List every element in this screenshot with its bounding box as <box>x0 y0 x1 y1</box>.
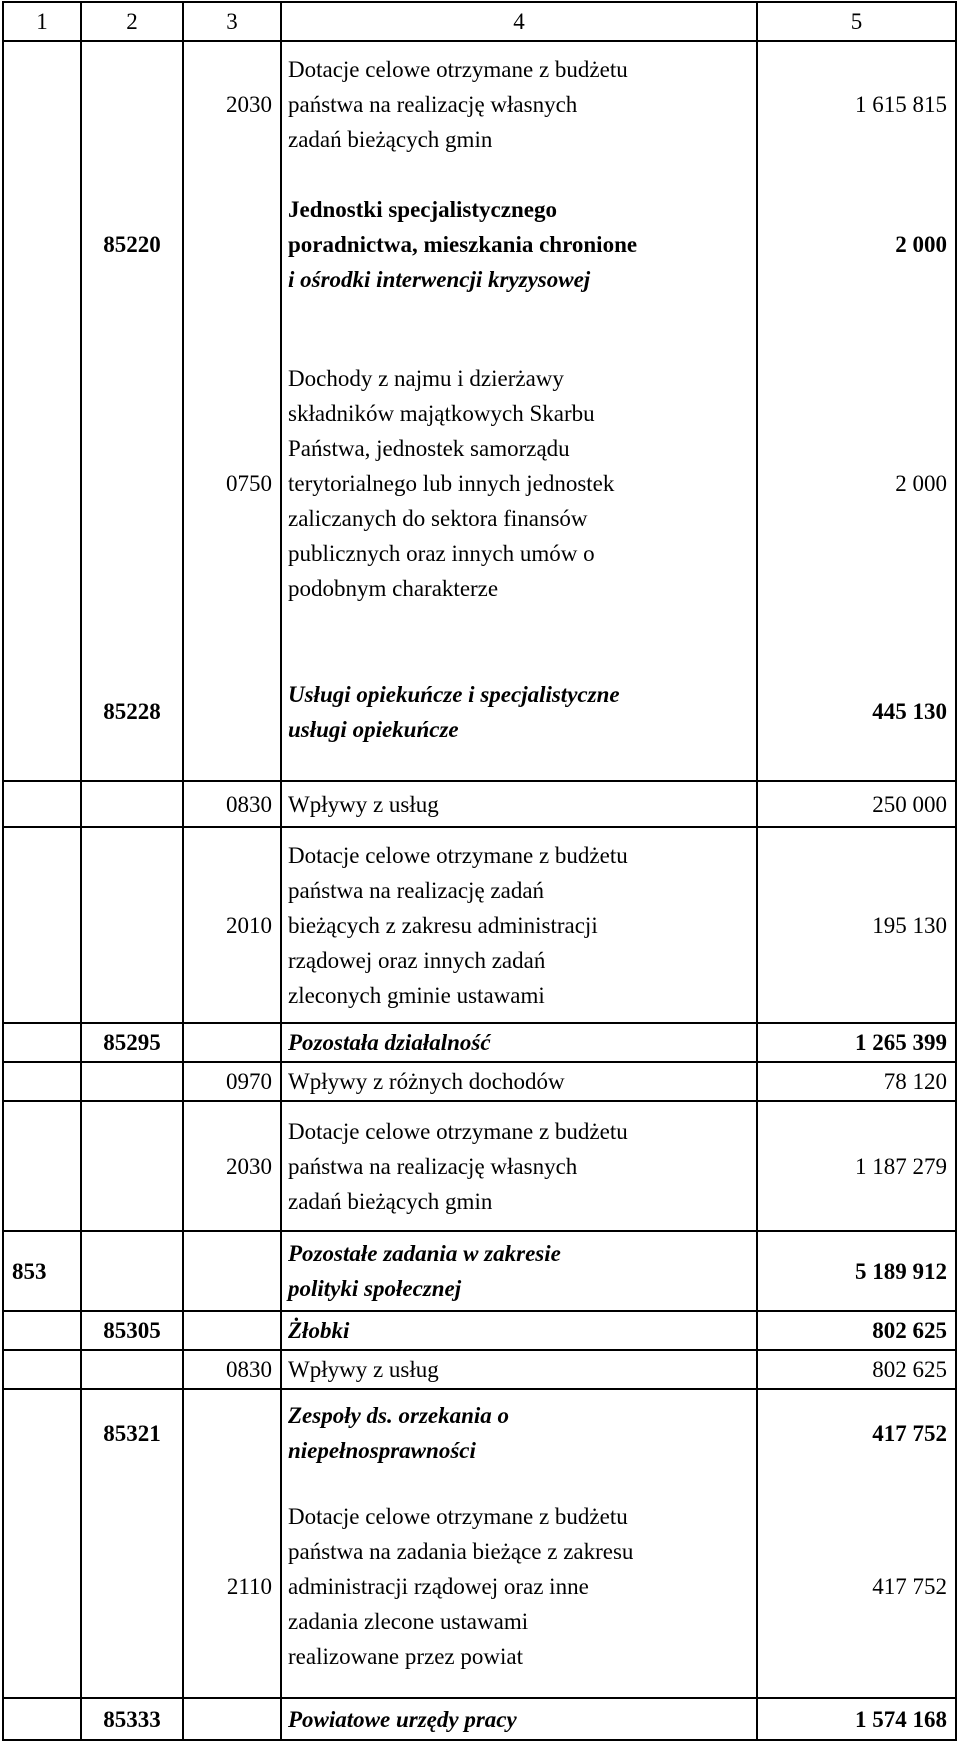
opis-line: realizowane przez powiat <box>288 1644 523 1669</box>
kwota-cell: 1 615 815 <box>757 41 956 166</box>
kwota-cell: 2 000 <box>757 166 956 323</box>
opis-line: terytorialnego lub innych jednostek <box>288 470 615 496</box>
table-row <box>3 1476 956 1698</box>
budget-table <box>2 1 957 1741</box>
table-row <box>3 1231 956 1311</box>
kwota-cell: 1 265 399 <box>757 1023 956 1062</box>
opis-line: zaliczanych do sektora finansów <box>288 505 588 531</box>
opis-line: Jednostki specjalistycznego <box>288 197 557 222</box>
dzial-cell <box>3 1311 81 1350</box>
opis-line: Dochody z najmu i dzierżawy <box>288 365 564 391</box>
kwota-cell: 802 625 <box>757 1350 956 1389</box>
kwota-cell: 5 189 912 <box>757 1231 956 1311</box>
dzial-cell <box>3 781 81 827</box>
table-row <box>3 1101 956 1231</box>
opis-line: Zespoły ds. orzekania o <box>288 1403 510 1428</box>
opis-line: podobnym charakterze <box>288 575 499 601</box>
paragraf-cell <box>183 1698 281 1740</box>
opis-line: zleconych gminie ustawami <box>288 982 545 1008</box>
paragraf-cell <box>183 1311 281 1350</box>
table-row <box>3 1023 956 1062</box>
rozdzial-cell <box>81 323 183 643</box>
kwota-cell: 445 130 <box>757 643 956 781</box>
rozdzial-cell <box>81 827 183 1023</box>
rozdzial-cell: 85321 <box>81 1389 183 1476</box>
rozdzial-cell: 85333 <box>81 1698 183 1740</box>
table-row <box>3 1350 956 1389</box>
kwota-cell: 78 120 <box>757 1062 956 1101</box>
opis-line: Dotacje celowe otrzymane z budżetu <box>288 842 628 868</box>
dzial-cell <box>3 1350 81 1389</box>
opis-cell <box>281 1350 757 1389</box>
opis-line: usługi opiekuńcze <box>288 716 459 742</box>
table-row <box>3 1311 956 1350</box>
opis-line: Pozostała działalność <box>288 1030 491 1055</box>
opis-cell <box>281 1023 757 1062</box>
rozdzial-cell: 85228 <box>81 643 183 781</box>
rozdzial-cell <box>81 1231 183 1311</box>
column-header: 1 <box>3 2 81 41</box>
opis-line: państwa na realizację zadań <box>288 877 545 903</box>
opis-line: publicznych oraz innych umów o <box>288 540 595 566</box>
table-row <box>3 781 956 827</box>
opis-line: administracji rządowej oraz inne <box>288 1574 589 1599</box>
paragraf-cell <box>183 166 281 323</box>
opis-cell <box>281 166 757 323</box>
paragraf-cell <box>183 1023 281 1062</box>
dzial-cell <box>3 827 81 1023</box>
table-row <box>3 643 956 781</box>
opis-line: Powiatowe urzędy pracy <box>288 1706 517 1732</box>
paragraf-cell: 0970 <box>183 1062 281 1101</box>
table-row <box>3 41 956 166</box>
paragraf-cell <box>183 1231 281 1311</box>
column-header: 2 <box>81 2 183 41</box>
dzial-cell: 853 <box>3 1231 81 1311</box>
opis-line: polityki społecznej <box>288 1276 462 1301</box>
column-header: 5 <box>757 2 956 41</box>
opis-cell <box>281 1476 757 1698</box>
opis-line: zadań bieżących gmin <box>288 1188 493 1214</box>
opis-line: Wpływy z usług <box>288 1357 439 1382</box>
rozdzial-cell: 85295 <box>81 1023 183 1062</box>
paragraf-cell: 0750 <box>183 323 281 643</box>
opis-line: i ośrodki interwencji kryzysowej <box>288 267 591 292</box>
paragraf-cell <box>183 1389 281 1476</box>
table-row <box>3 1698 956 1740</box>
opis-cell <box>281 827 757 1023</box>
opis-line: państwa na realizację własnych <box>288 1153 578 1179</box>
kwota-cell: 2 000 <box>757 323 956 643</box>
header-row <box>3 2 956 41</box>
kwota-cell: 1 187 279 <box>757 1101 956 1231</box>
opis-line: bieżących z zakresu administracji <box>288 912 598 938</box>
opis-line: Dotacje celowe otrzymane z budżetu <box>288 56 628 82</box>
dzial-cell <box>3 1101 81 1231</box>
paragraf-cell: 2010 <box>183 827 281 1023</box>
rozdzial-cell: 85305 <box>81 1311 183 1350</box>
table-row <box>3 1062 956 1101</box>
column-header: 3 <box>183 2 281 41</box>
opis-line: Usługi opiekuńcze i specjalistyczne <box>288 681 620 707</box>
paragraf-cell: 2030 <box>183 41 281 166</box>
opis-cell <box>281 1062 757 1101</box>
table-row <box>3 1389 956 1476</box>
rozdzial-cell <box>81 1476 183 1698</box>
rozdzial-cell <box>81 41 183 166</box>
opis-line: niepełnosprawności <box>288 1438 476 1463</box>
opis-line: zadań bieżących gmin <box>288 126 493 152</box>
dzial-cell <box>3 1476 81 1698</box>
opis-line: Dotacje celowe otrzymane z budżetu <box>288 1504 628 1529</box>
opis-line: zadania zlecone ustawami <box>288 1609 529 1634</box>
kwota-cell: 417 752 <box>757 1476 956 1698</box>
opis-line: składników majątkowych Skarbu <box>288 400 595 426</box>
opis-cell <box>281 643 757 781</box>
paragraf-cell: 2030 <box>183 1101 281 1231</box>
paragraf-cell: 2110 <box>183 1476 281 1698</box>
opis-cell <box>281 41 757 166</box>
rozdzial-cell <box>81 1350 183 1389</box>
column-header: 4 <box>281 2 757 41</box>
dzial-cell <box>3 643 81 781</box>
paragraf-cell <box>183 643 281 781</box>
opis-line: poradnictwa, mieszkania chronione <box>288 232 638 257</box>
opis-line: państwa na realizację własnych <box>288 91 578 117</box>
kwota-cell: 250 000 <box>757 781 956 827</box>
table-row <box>3 166 956 323</box>
dzial-cell <box>3 166 81 323</box>
kwota-cell: 417 752 <box>757 1389 956 1476</box>
opis-line: państwa na zadania bieżące z zakresu <box>288 1539 634 1564</box>
opis-cell <box>281 781 757 827</box>
kwota-cell: 802 625 <box>757 1311 956 1350</box>
dzial-cell <box>3 1389 81 1476</box>
opis-line: Wpływy z różnych dochodów <box>288 1069 565 1094</box>
table-row <box>3 323 956 643</box>
dzial-cell <box>3 41 81 166</box>
dzial-cell <box>3 1062 81 1101</box>
opis-line: Dotacje celowe otrzymane z budżetu <box>288 1118 628 1144</box>
paragraf-cell: 0830 <box>183 781 281 827</box>
rozdzial-cell <box>81 1101 183 1231</box>
rozdzial-cell <box>81 781 183 827</box>
opis-line: rządowej oraz innych zadań <box>288 947 546 973</box>
rozdzial-cell <box>81 1062 183 1101</box>
dzial-cell <box>3 1023 81 1062</box>
kwota-cell: 1 574 168 <box>757 1698 956 1740</box>
kwota-cell: 195 130 <box>757 827 956 1023</box>
opis-cell <box>281 1389 757 1476</box>
opis-cell <box>281 1698 757 1740</box>
opis-line: Państwa, jednostek samorządu <box>288 435 570 461</box>
rozdzial-cell: 85220 <box>81 166 183 323</box>
table-row <box>3 827 956 1023</box>
opis-line: Żłobki <box>288 1318 350 1343</box>
dzial-cell <box>3 323 81 643</box>
opis-cell <box>281 1101 757 1231</box>
opis-cell <box>281 1311 757 1350</box>
dzial-cell <box>3 1698 81 1740</box>
opis-line: Pozostałe zadania w zakresie <box>288 1241 561 1266</box>
opis-cell <box>281 1231 757 1311</box>
opis-cell <box>281 323 757 643</box>
opis-line: Wpływy z usług <box>288 791 439 817</box>
paragraf-cell: 0830 <box>183 1350 281 1389</box>
